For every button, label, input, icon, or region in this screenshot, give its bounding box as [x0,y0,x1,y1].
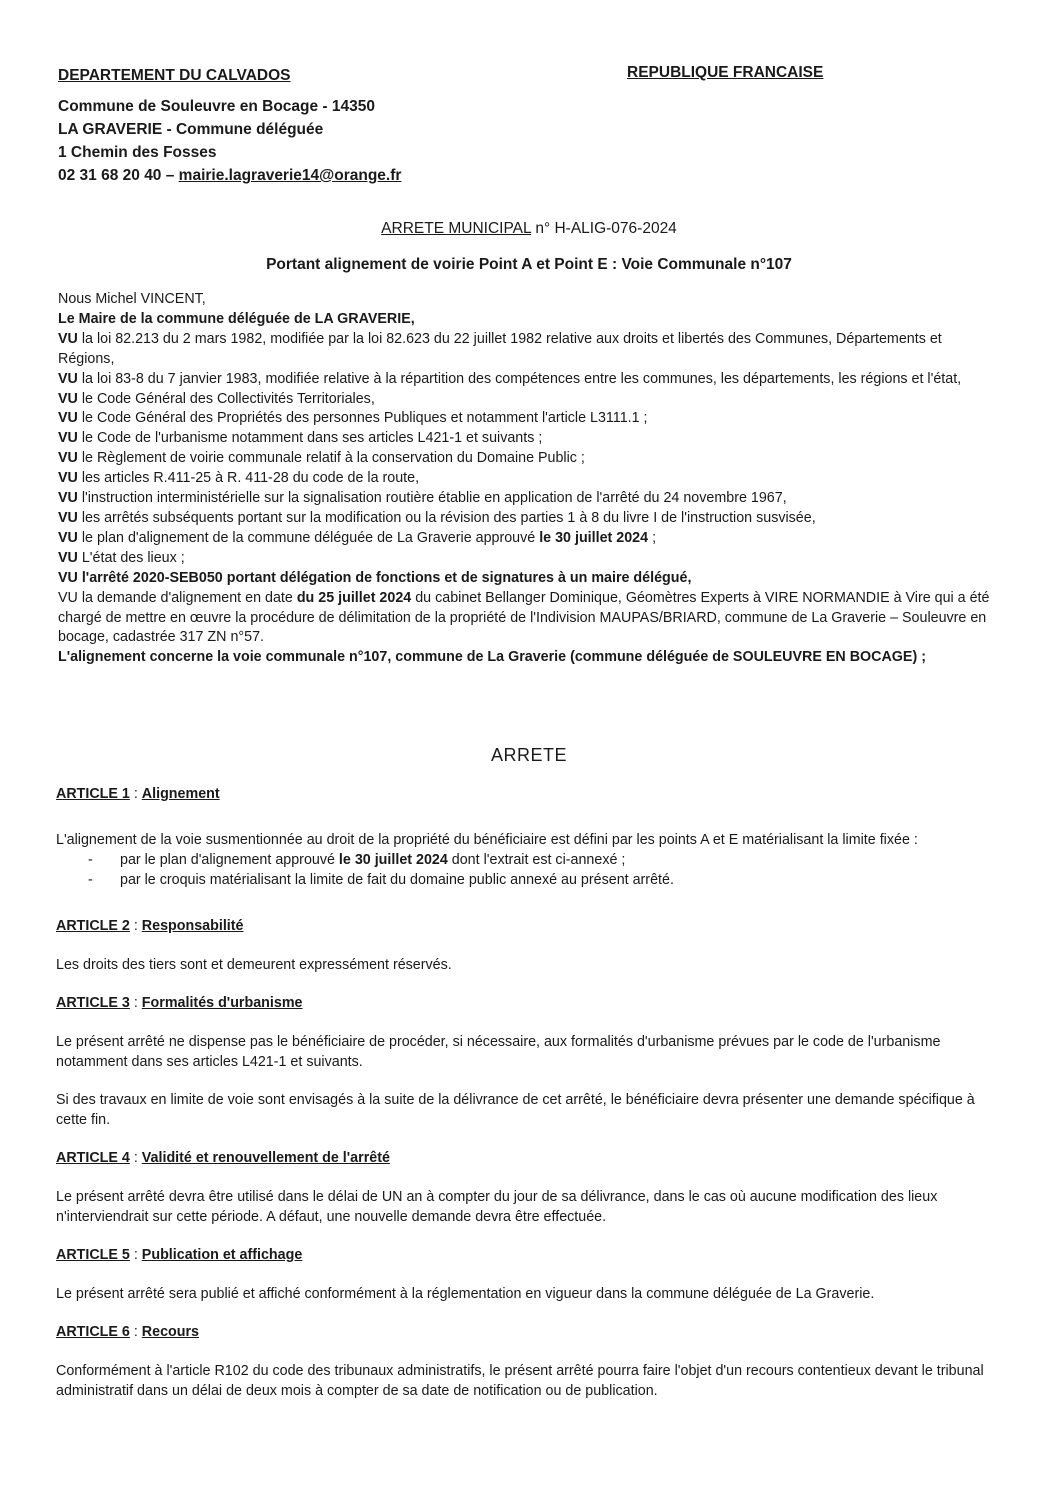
vu-item: VU le Code de l'urbanisme notamment dans ses articles L421-1 et suivants ; [58,430,543,447]
address: 1 Chemin des Fosses [58,144,217,161]
vu-demande: VU la demande d'alignement en date du 25 juillet 2024 du cabinet Bellanger Dominique, Géomètres Experts à VIRE NORMANDIE à Vire qui a été chargé de mettre en œuvre la procédure de délimitation de la propriété de l'Indivision MAUPAS/BRIARD, commune de La Graverie – Souleuvre en bocage, cadastrée 317 ZN n°57. [58,589,990,646]
vu-arrete: VU l'arrêté 2020-SEB050 portant délégation de fonctions et de signatures à un maire délégué, [58,569,692,586]
phone: 02 31 68 20 40 – [58,167,179,184]
vu-item: VU les articles R.411-25 à R. 411-28 du code de la route, [58,470,420,487]
article-2-text: Les droits des tiers sont et demeurent expressément réservés. [56,957,452,973]
arrete-label: ARRETE MUNICIPAL [381,220,532,237]
vu-item: VU l'instruction interministérielle sur la signalisation routière établie en application de l'arrêté du 24 novembre 1967, [58,490,787,507]
vu-plan: VU le plan d'alignement de la commune déléguée de La Graverie approuvé le 30 juillet 2024 ; [58,529,657,546]
article-1-list [56,850,998,890]
republic-label: REPUBLIQUE FRANCAISE [627,64,824,81]
preamble-maire: Le Maire de la commune déléguée de LA GRAVERIE, [58,310,415,327]
articles [56,784,998,1401]
article-6-title: ARTICLE 6 : Recours [56,1324,200,1340]
alignement-statement: L'alignement concerne la voie communale n°107, commune de La Graverie (commune déléguée de SOULEUVRE EN BOCAGE) ; [58,649,926,666]
department-name: DEPARTEMENT DU CALVADOS [58,67,291,84]
article-1-text: L'alignement de la voie susmentionnée au droit de la propriété du bénéficiaire est défini par les points A et E matérialisant la limite fixée : [56,832,918,848]
arrete-title [0,220,1058,238]
vu-item: VU les arrêtés subséquents portant sur la modification ou la révision des parties 1 à 8 du livre I de l'instruction susvisée, [58,509,816,526]
vu-item: VU le Règlement de voirie communale relatif à la conservation du Domaine Public ; [58,450,585,467]
vu-item: VU la loi 83-8 du 7 janvier 1983, modifiée relative à la répartition des compétences entre les communes, les départements, les régions et l'état, [58,370,962,387]
contact-line [58,164,401,187]
article-3-text-2: Si des travaux en limite de voie sont envisagés à la suite de la délivrance de cet arrêté, le bénéficiaire devra présenter une demande spécifique à cette fin. [56,1092,975,1128]
arrete-number: n° H-ALIG-076-2024 [531,220,677,237]
article-1-title: ARTICLE 1 : Alignement [56,786,220,802]
vu-list [58,330,998,529]
vu-item: VU la loi 82.213 du 2 mars 1982, modifiée par la loi 82.623 du 22 juillet 1982 relative aux droits et libertés des Communes, Départements et Régions, [58,330,942,367]
list-item: - par le plan d'alignement approuvé le 30 juillet 2024 dont l'extrait est ci-annexé ; [88,850,998,870]
article-3-text-1: Le présent arrêté ne dispense pas le bénéficiaire de procéder, si nécessaire, aux formalités d'urbanisme prévues par le code de l'urbanisme notamment dans ses articles L421-1 et suivants. [56,1034,941,1070]
article-5-title: ARTICLE 5 : Publication et affichage [56,1247,303,1263]
email-link[interactable]: mairie.lagraverie14@orange.fr [178,167,402,184]
preamble-intro: Nous Michel VINCENT, [58,291,206,307]
preamble [58,290,998,668]
vu-item: VU le Code Général des Propriétés des personnes Publiques et notamment l'article L3111.1 ; [58,410,648,427]
article-5-text: Le présent arrêté sera publié et affiché conformément à la réglementation en vigueur dans la commune déléguée de La Graverie. [56,1286,875,1302]
article-2-title: ARTICLE 2 : Responsabilité [56,918,244,934]
vu-item: VU le Code Général des Collectivités Territoriales, [58,390,375,407]
article-6-text: Conformément à l'article R102 du code des tribunaux administratifs, le présent arrêté pourra faire l'objet d'un recours contentieux devant le tribunal administratif dans un délai de deux mois à compter de sa date de notification ou de publication. [56,1363,984,1399]
article-3-title: ARTICLE 3 : Formalités d'urbanisme [56,995,303,1011]
commune-deleguee: LA GRAVERIE - Commune déléguée [58,121,324,138]
vu-etat: VU L'état des lieux ; [58,549,185,566]
arrete-heading: ARRETE [490,745,567,765]
commune-name: Commune de Souleuvre en Bocage - 14350 [58,98,375,115]
list-item: - par le croquis matérialisant la limite de fait du domaine public annexé au présent arrêté. [88,870,998,890]
arrete-subtitle: Portant alignement de voirie Point A et Point E : Voie Communale n°107 [266,256,792,273]
article-4-text: Le présent arrêté devra être utilisé dans le délai de UN an à compter du jour de sa délivrance, dans le cas où aucune modification des lieux n'interviendrait sur cette période. A défaut, une nouvelle demande devra être effectuée. [56,1189,938,1225]
article-4-title: ARTICLE 4 : Validité et renouvellement de l'arrêté [56,1150,390,1166]
sender-block [58,64,401,187]
